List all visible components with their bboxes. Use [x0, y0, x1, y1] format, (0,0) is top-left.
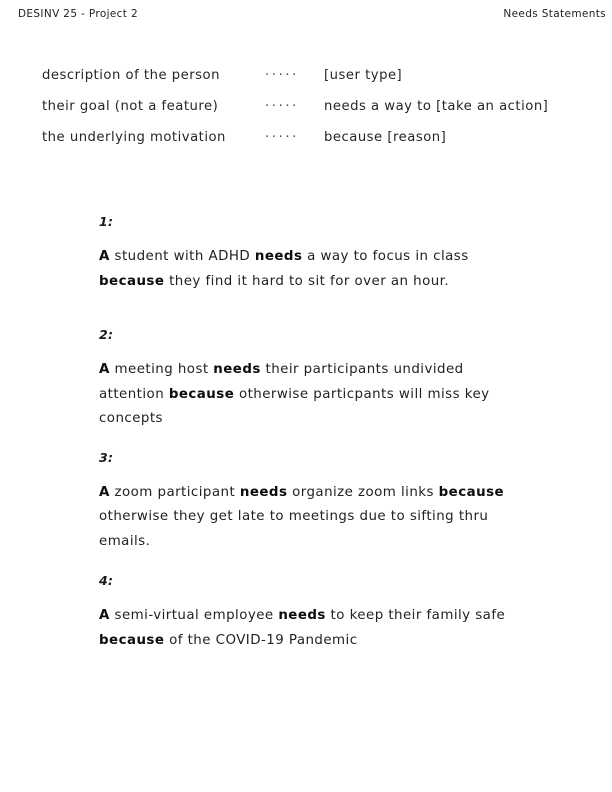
needs-statement — [99, 573, 519, 653]
header-document-title: Needs Statements — [503, 8, 606, 20]
header-course-title: DESINV 25 - Project 2 — [18, 8, 138, 20]
dotted-separator: ····· — [265, 99, 299, 114]
statement-text: A meeting host needs their participants undivided attention because otherwise particpants will miss key concepts — [99, 362, 490, 426]
needs-statement — [99, 214, 519, 294]
needs-statement — [99, 327, 519, 432]
page-header — [18, 8, 606, 28]
dotted-separator: ····· — [265, 68, 299, 83]
statement-number: 4: — [99, 573, 114, 588]
legend-template: because [reason] — [324, 130, 447, 145]
legend-label: description of the person — [42, 68, 220, 83]
needs-statement — [99, 450, 519, 555]
legend-row — [42, 130, 592, 161]
needs-statements-list — [99, 214, 519, 653]
legend-template: [user type] — [324, 68, 403, 83]
statement-number: 3: — [99, 449, 114, 465]
statement-text: A student with ADHD needs a way to focus in class because they find it hard to sit for over an hour. — [99, 249, 469, 289]
dotted-separator: ····· — [265, 130, 299, 145]
legend-template: needs a way to [take an action] — [324, 99, 549, 114]
statement-text: A zoom participant needs organize zoom links because otherwise they get late to meetings due to sifting thru emails. — [99, 484, 505, 549]
statement-number: 1: — [99, 214, 114, 229]
statement-text: A semi-virtual employee needs to keep their family safe because of the COVID-19 Pandemic — [99, 608, 506, 648]
legend-row — [42, 99, 592, 130]
statement-number: 2: — [99, 327, 114, 342]
needs-statement-template-key — [42, 68, 592, 161]
legend-label: their goal (not a feature) — [42, 99, 219, 114]
legend-row — [42, 68, 592, 99]
legend-label: the underlying motivation — [42, 130, 226, 145]
